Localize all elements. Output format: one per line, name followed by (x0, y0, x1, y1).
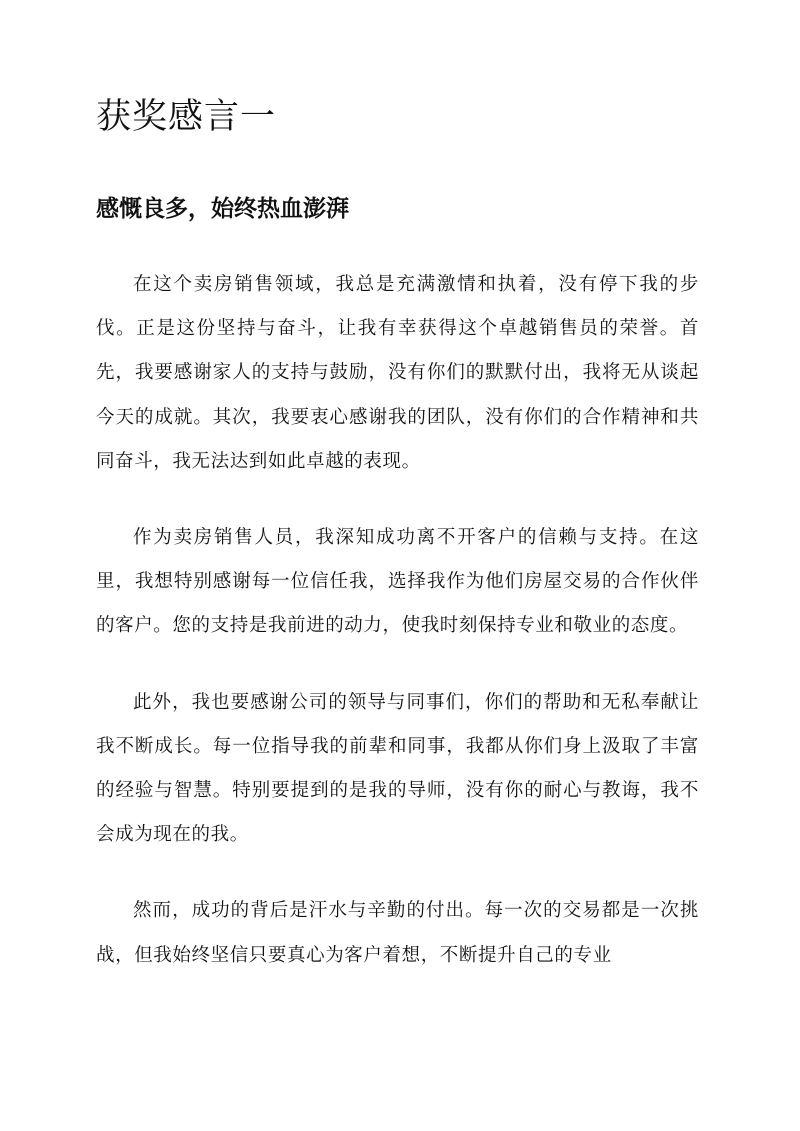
document-title: 获奖感言一 (96, 97, 277, 137)
paragraph-4: 然而，成功的背后是汗水与辛勤的付出。每一次的交易都是一次挑战，但我始终坚信只要真心为客户着想，不断提升自己的专业 (96, 900, 699, 966)
document-subtitle: 感慨良多，始终热血澎湃 (96, 195, 349, 222)
document-body (96, 263, 699, 1010)
paragraph-2: 作为卖房销售人员，我深知成功离不开客户的信赖与支持。在这里，我想特别感谢每一位信任我，选择我作为他们房屋交易的合作伙伴的客户。您的支持是我前进的动力，使我时刻保持专业和敬业的态度。 (96, 527, 699, 637)
paragraph-1: 在这个卖房销售领域，我总是充满激情和执着，没有停下我的步伐。正是这份坚持与奋斗，让我有幸获得这个卓越销售员的荣誉。首先，我要感谢家人的支持与鼓励，没有你们的默默付出，我将无从谈起今天的成就。其次，我要衷心感谢我的团队，没有你们的合作精神和共同奋斗，我无法达到如此卓越的表现。 (96, 274, 699, 472)
paragraph-3: 此外，我也要感谢公司的领导与同事们，你们的帮助和无私奉献让我不断成长。每一位指导我的前辈和同事，我都从你们身上汲取了丰富的经验与智慧。特别要提到的是我的导师，没有你的耐心与教诲，我不会成为现在的我。 (96, 691, 699, 846)
